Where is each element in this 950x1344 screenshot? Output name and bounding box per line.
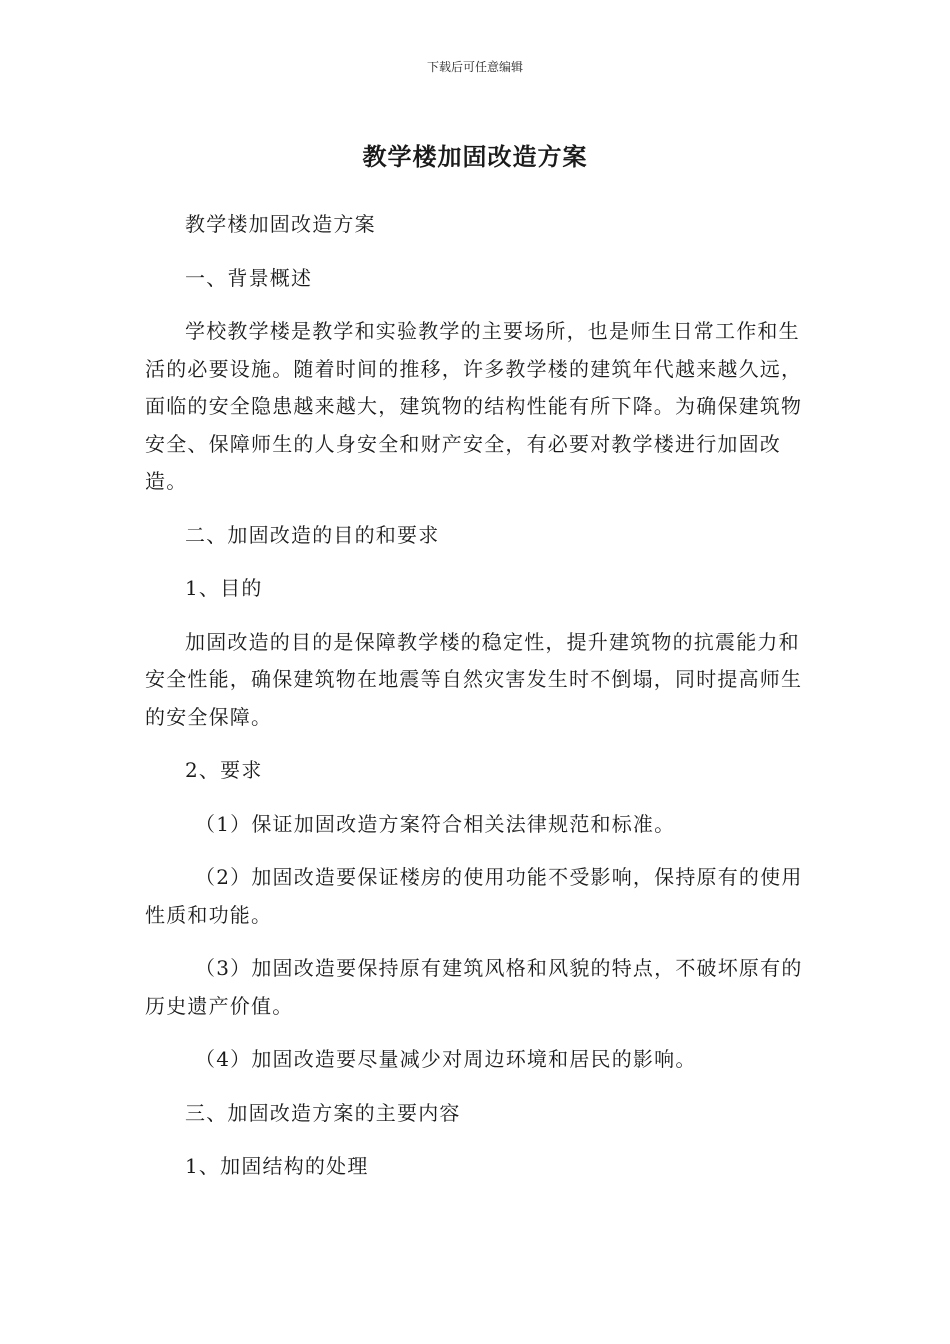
subheading-purpose: 1、目的 — [185, 576, 263, 600]
section-heading-goals: 二、加固改造的目的和要求 — [185, 522, 440, 547]
requirement-item: （3）加固改造要保持原有建筑风格和风貌的特点，不破坏原有的历史遗产价值。 — [145, 956, 803, 1018]
document-title: 教学楼加固改造方案 — [362, 143, 588, 171]
requirement-item: （2）加固改造要保证楼房的使用功能不受影响，保持原有的使用性质和功能。 — [145, 865, 803, 927]
purpose-paragraph: 加固改造的目的是保障教学楼的稳定性，提升建筑物的抗震能力和安全性能，确保建筑物在地震等自然灾害发生时不倒塌，同时提高师生的安全保障。 — [145, 629, 803, 729]
requirement-item: （1）保证加固改造方案符合相关法律规范和标准。 — [195, 811, 676, 836]
requirement-item: （4）加固改造要尽量减少对周边环境和居民的影响。 — [195, 1047, 697, 1071]
document-body — [145, 206, 807, 1202]
section-heading-background: 一、背景概述 — [185, 265, 313, 290]
subheading-structure: 1、加固结构的处理 — [185, 1154, 369, 1178]
header-note: 下载后可任意编辑 — [426, 60, 523, 74]
section-heading-content: 三、加固改造方案的主要内容 — [185, 1100, 461, 1125]
background-paragraph: 学校教学楼是教学和实验教学的主要场所，也是师生日常工作和生活的必要设施。随着时间的推移，许多教学楼的建筑年代越来越久远，面临的安全隐患越来越大，建筑物的结构性能有所下降。为确保建筑物安全、保障师生的人身安全和财产安全，有必要对教学楼进行加固改造。 — [145, 319, 803, 493]
subheading-requirements: 2、要求 — [185, 758, 263, 782]
subtitle-paragraph: 教学楼加固改造方案 — [185, 212, 376, 236]
